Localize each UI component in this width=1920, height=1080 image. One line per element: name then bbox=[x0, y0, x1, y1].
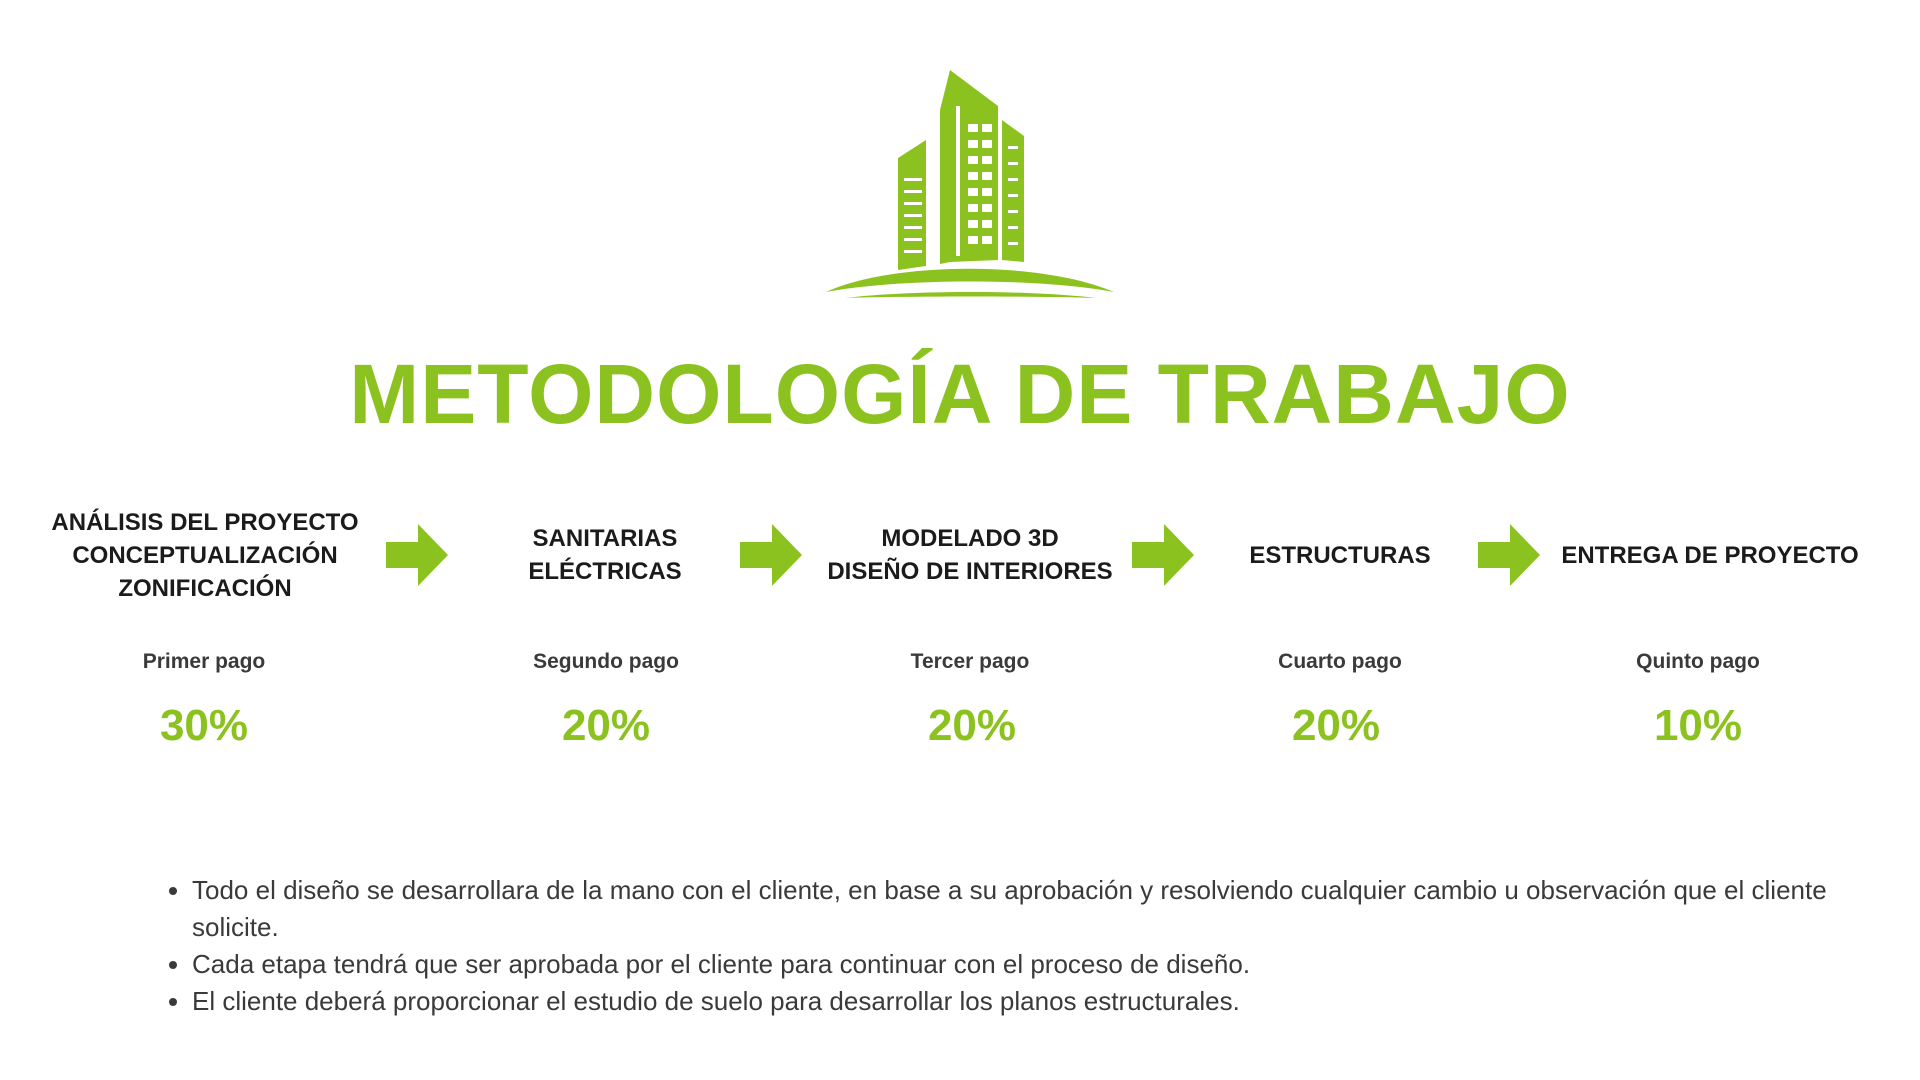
payment-label: Tercer pago bbox=[910, 650, 1030, 673]
stage-line: ZONIFICACIÓN bbox=[118, 574, 292, 602]
stage-line: ANÁLISIS DEL PROYECTO bbox=[51, 508, 359, 536]
building-icon bbox=[820, 66, 1120, 306]
stage-line: ELÉCTRICAS bbox=[528, 558, 682, 585]
payment-label: Segundo pago bbox=[533, 650, 679, 673]
payment-label: Cuarto pago bbox=[1278, 650, 1402, 673]
payment-label: Primer pago bbox=[142, 650, 266, 673]
payment-value: 30% bbox=[159, 701, 249, 750]
arrow-right-icon bbox=[1132, 524, 1194, 586]
stage-estructuras bbox=[1210, 500, 1470, 610]
stage-entrega bbox=[1550, 500, 1870, 610]
arrow-right-icon bbox=[386, 524, 448, 586]
stage-sanitarias bbox=[470, 500, 740, 610]
list-item: • Cada etapa tendrá que ser aprobada por el cliente para continuar con el proceso de diseño. bbox=[192, 946, 1832, 983]
arrow-right-icon bbox=[740, 524, 802, 586]
stage-line: SANITARIAS bbox=[532, 525, 678, 552]
list-item: • Todo el diseño se desarrollara de la mano con el cliente, en base a su aprobación y resolviendo cualquier cambio u observación que el cliente solicite. bbox=[192, 872, 1832, 946]
notes-list bbox=[160, 872, 1832, 1020]
payment-value: 20% bbox=[561, 701, 651, 750]
stage-line: DISEÑO DE INTERIORES bbox=[827, 558, 1113, 585]
payment-value: 20% bbox=[1291, 701, 1381, 750]
payment-value: 10% bbox=[1653, 701, 1743, 750]
stage-line: MODELADO 3D bbox=[881, 525, 1059, 552]
stage-line: CONCEPTUALIZACIÓN bbox=[72, 541, 338, 569]
arrow-right-icon bbox=[1478, 524, 1540, 586]
payment-value: 20% bbox=[927, 701, 1017, 750]
stage-line: ENTREGA DE PROYECTO bbox=[1561, 541, 1859, 569]
stage-line: ESTRUCTURAS bbox=[1249, 541, 1431, 569]
stage-analisis bbox=[40, 500, 370, 610]
payment-label: Quinto pago bbox=[1636, 650, 1760, 673]
list-item: • El cliente deberá proporcionar el estudio de suelo para desarrollar los planos estructurales. bbox=[192, 983, 1832, 1020]
page-title: METODOLOGÍA DE TRABAJO bbox=[349, 347, 1571, 441]
stage-modelado bbox=[810, 500, 1130, 610]
